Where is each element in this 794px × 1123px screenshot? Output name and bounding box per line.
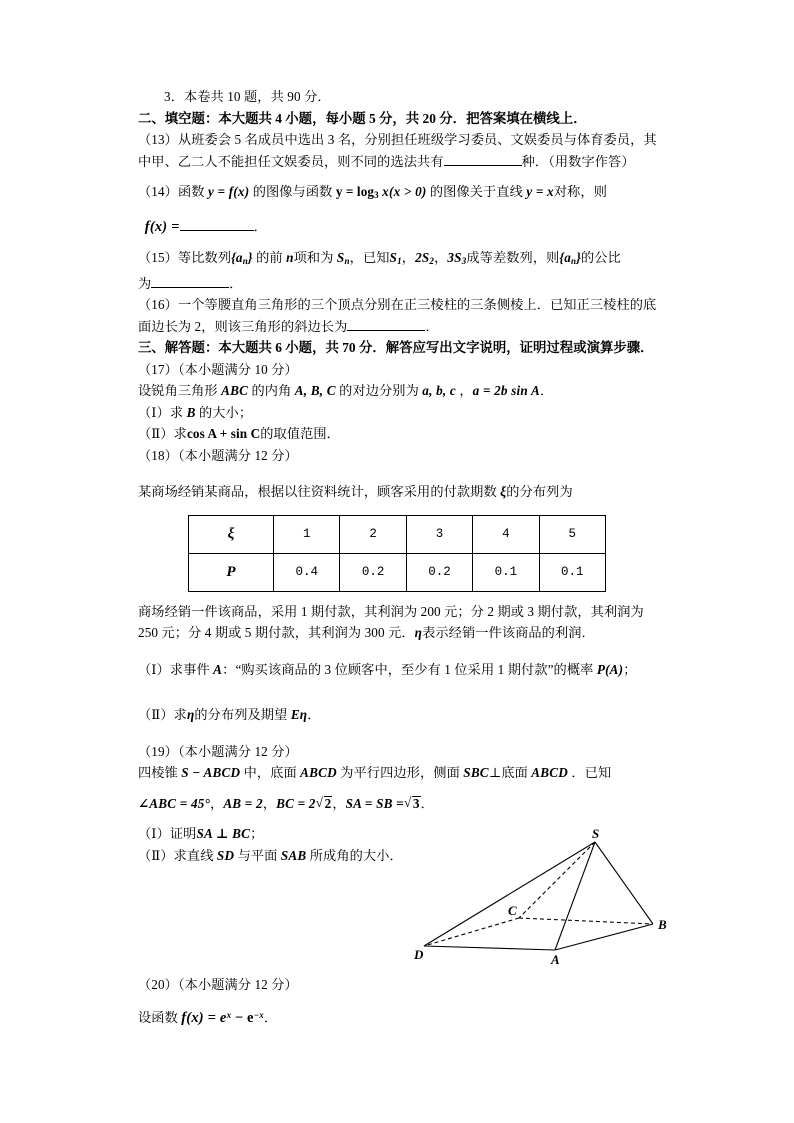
question-18-para-line-1: 商场经销一件该商品，采用 1 期付款，其利润为 200 元；分 2 期或 3 期付款，其利润为 (138, 603, 644, 619)
q14-expr-b-sub: 3 (374, 190, 379, 201)
edge-S-A (555, 842, 595, 950)
q17-part1-expr: B (186, 404, 196, 420)
question-18-intro (138, 481, 672, 503)
q16-text-2a: 面边长为 2，则该三角形的斜边长为 (138, 318, 348, 334)
q19-sep-3: ， (332, 795, 346, 811)
question-17-number: （17） (138, 361, 178, 377)
spacer (138, 680, 672, 704)
section-2-heading: 二、填空题：本大题共 4 小题，每小题 5 分，共 20 分．把答案填在横线上． (138, 110, 587, 126)
q17-part1-text: 的大小； (195, 404, 253, 420)
q19-body-d: ⊥底面 (488, 765, 532, 781)
q19-given-bc-lead: BC = 2 (276, 795, 316, 811)
question-15-line-1 (138, 247, 672, 273)
spacer (138, 172, 672, 181)
question-18-part-2 (138, 704, 672, 726)
q19-part1-a: （Ⅰ）证明 (138, 826, 197, 842)
q15-expr-g: {a (559, 250, 571, 266)
question-16-answer-blank (347, 330, 425, 331)
table-cell-xi-5: 5 (539, 515, 605, 553)
question-13-answer-blank (444, 165, 522, 166)
question-16-line-1 (138, 294, 672, 316)
q14-text-b: 的图像与函数 (249, 184, 336, 199)
q18-part1-c: ； (623, 661, 637, 677)
q14-text-d: 对称，则 (553, 184, 607, 199)
q17-body-a: 设锐角三角形 (138, 383, 222, 399)
q19-part2-b: 与平面 (234, 847, 281, 863)
question-17-header (138, 359, 672, 381)
table-cell-xi-2: 2 (340, 515, 406, 553)
q16-text-2b: ． (425, 318, 439, 334)
question-19-number: （19） (138, 743, 178, 759)
q19-given-ab: AB = 2 (223, 795, 263, 811)
q15-text-e: 成等差数列，则 (466, 250, 560, 266)
question-13-text-2a: 中甲、乙二人不能担任文娱委员，则不同的选法共有 (138, 153, 444, 169)
q15-line2-lead: 为 (138, 275, 152, 291)
q19-given-sa-radical (404, 793, 421, 815)
q18-part1-expr-a: A (213, 661, 223, 677)
table-row-p (189, 553, 606, 591)
section-3-heading: 三、解答题：本大题共 6 小题，共 70 分．解答应写出文字说明，证明过程或演算步骤． (138, 340, 654, 356)
q15-expr-a-rest: } (247, 250, 253, 266)
question-17-score: （本小题满分 10 分） (177, 361, 298, 377)
q17-part2-text: 的取值范围． (260, 426, 340, 442)
question-20-header (138, 974, 672, 996)
q14-expr-b-rest: x(x > 0) (378, 184, 427, 199)
question-15-answer-blank (151, 287, 229, 288)
q15-text-a: 等比数列 (177, 250, 232, 266)
question-17-part-1 (138, 402, 672, 424)
spacer (138, 726, 672, 741)
q18-para-2b: 表示经销一件该商品的利润． (422, 625, 595, 641)
q14-expr-a: y = f(x) (207, 184, 250, 199)
question-19-score: （本小题满分 12 分） (177, 743, 298, 759)
question-18-para-line-2 (138, 622, 672, 644)
table-cell-p-4: 0.1 (473, 553, 539, 591)
q17-part2-expr: cos A + sin C (186, 426, 261, 442)
q19-sa-radicand: 3 (412, 795, 420, 811)
q15-expr-d: S (389, 250, 398, 266)
q19-part2-expr-sd: SD (216, 847, 235, 863)
q15-expr-f: 3S (447, 250, 462, 266)
q17-body-c: 的对边分别为 (335, 383, 423, 399)
spacer (138, 996, 672, 1005)
edge-S-C-dashed (519, 842, 595, 918)
question-18-score: （本小题满分 12 分） (177, 447, 298, 463)
question-19-given (138, 793, 672, 815)
spacer (138, 814, 672, 823)
edge-C-B-dashed (519, 918, 653, 924)
q14-answer-tail: ． (253, 218, 267, 234)
question-18-header (138, 445, 672, 467)
edge-C-D-dashed (424, 918, 519, 946)
q20-expr-sup-2: −x (253, 1009, 264, 1020)
q17-body-e: ． (539, 383, 554, 399)
q18-intro-a: 某商场经销某商品，根据以往资料统计，顾客采用的付款期数 (138, 484, 501, 500)
question-17-body (138, 380, 672, 402)
q19-given-sa-lead: SA = SB = (345, 795, 404, 811)
q17-expr-relation: a = 2b sin A (472, 383, 540, 399)
q19-given-end: ． (420, 795, 434, 811)
table-cell-p-1: 0.4 (274, 553, 340, 591)
q18-part2-c: ． (307, 707, 321, 723)
note-item-3: 3．本卷共 10 题，共 90 分． (164, 89, 331, 104)
edge-S-D (424, 842, 595, 946)
question-14-number: （14） (138, 184, 178, 199)
q19-body-b: 中，底面 (240, 765, 301, 781)
question-16-line-2 (138, 316, 672, 338)
q15-text-f: 的公比 (581, 250, 621, 266)
question-19-header (138, 741, 672, 763)
question-15-number: （15） (138, 250, 178, 266)
vertex-label-S: S (592, 828, 600, 841)
q18-intro-expr-xi: ξ (500, 484, 507, 500)
question-16-number: （16） (138, 297, 178, 313)
q19-body-c: 为平行四边形，侧面 (336, 765, 464, 781)
q19-given-bc-radical (316, 793, 333, 815)
q20-expr-mid: − e (231, 1010, 254, 1026)
table-cell-p-2: 0.2 (340, 553, 406, 591)
q18-part2-a: （Ⅱ）求 (138, 707, 187, 723)
question-18-part-1 (138, 659, 672, 681)
q15-text-c: 项和为 (293, 250, 337, 266)
question-20-score: （本小题满分 12 分） (177, 977, 298, 993)
q19-expr-pyramid: S − ABCD (181, 765, 241, 781)
table-cell-p-5: 0.1 (539, 553, 605, 591)
q14-expr-b: y = log (335, 184, 375, 199)
question-13-text-2b: 种．（用数字作答） (521, 153, 635, 169)
q15-text-d: ，已知 (349, 250, 390, 266)
q18-part2-expr-a: η (186, 707, 195, 723)
q19-given-angle: ∠ABC = 45° (138, 795, 211, 811)
q15-expr-b: n (286, 250, 294, 266)
q18-para-2a: 250 元；分 4 期或 5 期付款，其利润为 300 元． (138, 625, 415, 641)
distribution-table (188, 515, 606, 592)
q15-line2-tail: ． (229, 275, 243, 291)
question-20-body (138, 1005, 672, 1030)
q14-expr-c: y = x (526, 184, 554, 199)
q15-expr-c: S (336, 250, 345, 266)
question-13-line-1 (138, 129, 672, 151)
spacer (138, 466, 672, 481)
vertex-label-A: A (551, 952, 560, 967)
question-14-answer-blank (180, 230, 254, 231)
q15-expr-a: {a (231, 250, 243, 266)
distribution-table-wrapper (188, 515, 672, 592)
spacer (138, 592, 672, 601)
question-17-part-2 (138, 423, 672, 445)
table-cell-xi-3: 3 (406, 515, 472, 553)
q18-part1-expr-b: P(A) (596, 661, 624, 677)
question-14-line-1 (138, 181, 672, 207)
q15-expr-d-sub: 1 (397, 256, 402, 267)
q17-expr-sides: a, b, c (422, 383, 456, 399)
q19-part1-b: ； (250, 826, 264, 842)
q17-body-b: 的内角 (248, 383, 295, 399)
q19-bc-radicand: 2 (324, 795, 332, 811)
q15-expr-f-sub: 3 (461, 256, 467, 267)
q18-intro-b: 的分布列为 (506, 484, 573, 500)
q15-expr-a-sub: n (242, 256, 248, 267)
q18-part1-a: （Ⅰ）求事件 (138, 661, 214, 677)
spacer (138, 644, 672, 659)
table-cell-xi-4: 4 (473, 515, 539, 553)
table-header-p: P (189, 553, 274, 591)
q15-text-b: 的前 (252, 250, 287, 266)
q19-body-a: 四棱锥 (138, 765, 182, 781)
question-13-number: （13） (138, 132, 178, 147)
question-15-line-2 (138, 273, 672, 295)
table-cell-p-3: 0.2 (406, 553, 472, 591)
vertex-label-B: B (658, 917, 667, 932)
question-20-number: （20） (138, 977, 178, 993)
edge-A-D (424, 946, 555, 950)
edge-A-B (555, 924, 653, 950)
vertex-label-D: D (414, 947, 424, 962)
q17-expr-abc: ABC (221, 383, 249, 399)
table-row-xi (189, 515, 606, 553)
q19-part2-c: 所成角的大小． (306, 847, 403, 863)
spacer (138, 207, 672, 216)
q17-body-d: ， (455, 383, 473, 399)
spacer (138, 238, 672, 247)
table-cell-xi-1: 1 (274, 515, 340, 553)
q18-part2-b: 的分布列及期望 (194, 707, 291, 723)
q19-part1-expr: SA ⊥ BC (196, 826, 251, 842)
q19-part2-a: （Ⅱ）求直线 (138, 847, 217, 863)
q14-text-a: 函数 (177, 184, 208, 199)
q19-sep-1: ， (210, 795, 224, 811)
q14-text-c: 的图像关于直线 (426, 184, 527, 199)
q15-expr-g-rest: } (576, 250, 581, 266)
q19-part2-expr-sab: SAB (280, 847, 307, 863)
q15-expr-e: 2S (415, 250, 430, 266)
question-13-text-1: 从班委会 5 名成员中选出 3 名，分别担任班级学习委员、文娱委员与体育委员，其 (177, 132, 657, 147)
q15-expr-g-sub: n (571, 256, 577, 267)
q15-expr-c-sub: n (344, 256, 350, 267)
q19-expr-abcd-2: ABCD (531, 765, 569, 781)
geometry-figure-q19 (414, 828, 672, 968)
q18-part2-expr-b: Eη (290, 707, 308, 723)
q20-expr-sup-1: x (226, 1009, 232, 1020)
edge-S-B (595, 842, 653, 924)
q19-sep-2: ， (262, 795, 277, 811)
q20-body-a: 设函数 (138, 1010, 182, 1025)
q15-expr-e-sub: 2 (429, 256, 435, 267)
question-13-line-2 (138, 151, 672, 173)
q18-expr-eta: η (414, 625, 423, 641)
question-18-number: （18） (138, 447, 178, 463)
q17-expr-angles: A, B, C (294, 383, 336, 399)
pyramid-svg (414, 828, 672, 968)
q15-sep-2: ， (434, 250, 448, 266)
q16-text-1: 一个等腰直角三角形的三个顶点分别在正三棱柱的三条侧棱上．已知正三棱柱的底 (177, 297, 657, 313)
vertex-label-C: C (508, 903, 517, 918)
q19-expr-sbc: SBC (463, 765, 489, 781)
q18-part1-b: ：“购买该商品的 3 位顾客中，至少有 1 位采用 1 期付款”的概率 (222, 661, 597, 677)
q19-expr-abcd: ABCD (300, 765, 337, 781)
question-19-body (138, 762, 672, 784)
question-14-line-2 (138, 216, 672, 239)
q17-part1-label: （Ⅰ）求 (138, 404, 187, 420)
q20-body-b: ． (263, 1010, 278, 1025)
q20-expr-f: f(x) = e (181, 1010, 227, 1026)
q15-sep-1: ， (401, 250, 416, 266)
table-header-xi: ξ (189, 515, 274, 553)
q19-body-e: ．已知 (568, 765, 612, 781)
q14-answer-lead: f(x) = (144, 218, 180, 235)
q17-part2-label: （Ⅱ）求 (138, 426, 187, 442)
